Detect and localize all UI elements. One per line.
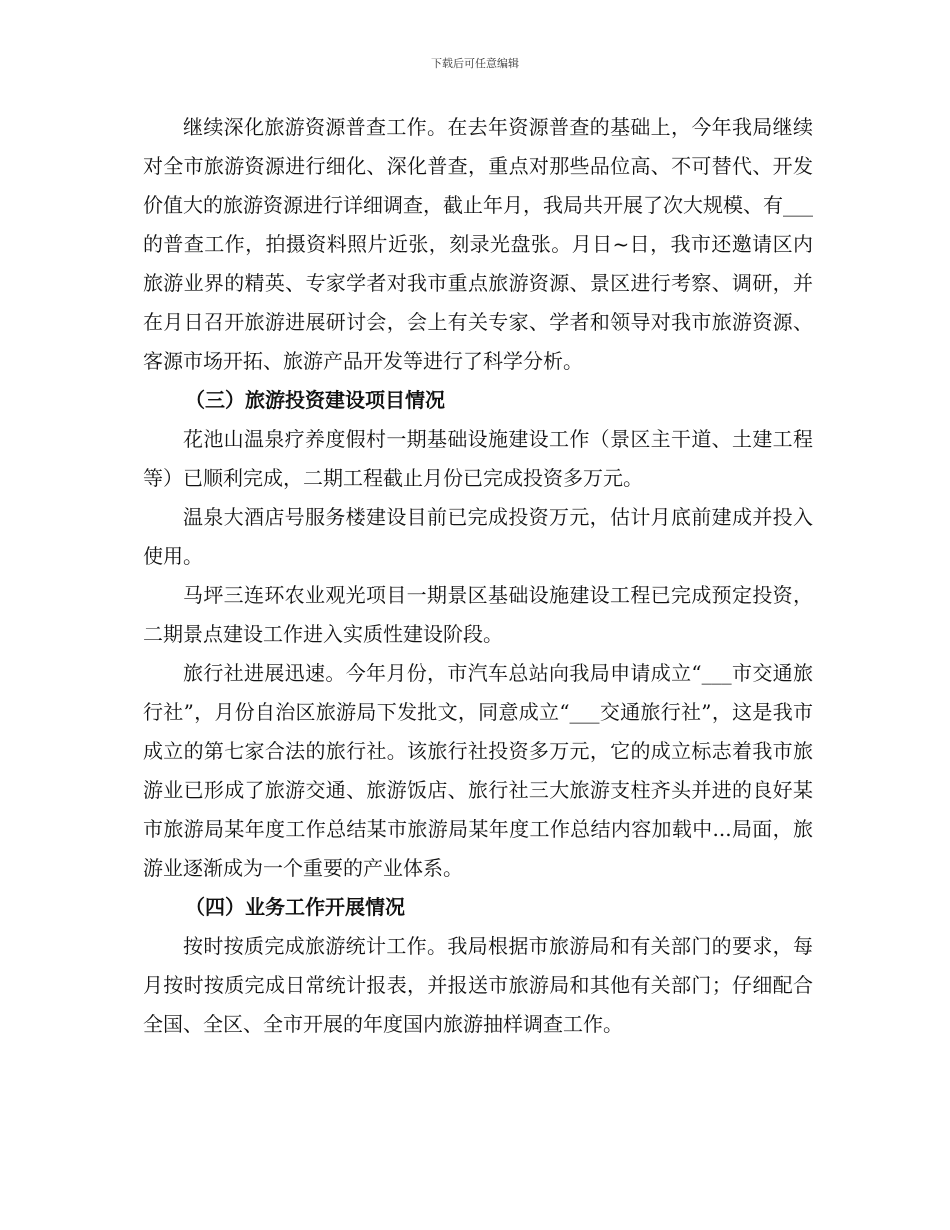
paragraph-tourism-statistics: 按时按质完成旅游统计工作。我局根据市旅游局和有关部门的要求，每月按时按质完成日常统计报表，并报送市旅游局和其他有关部门；仔细配合全国、全区、全市开展的年度国内旅游抽样调查工作。 — [143, 934, 813, 1036]
section-heading-business-work: （四）业务工作开展情况 — [185, 895, 405, 919]
paragraph-resource-survey: 继续深化旅游资源普查工作。在去年资源普查的基础上，今年我局继续对全市旅游资源进行细化、深化普查，重点对那些品位高、不可替代、开发价值大的旅游资源进行详细调查，截止年月，我局共开展了次大规模、有___的普查工作，拍摄资料照片近张，刻录光盘张。月日~日，我市还邀请区内旅游业界的精英、专家学者对我市重点旅游资源、景区进行考察、调研，并在月日召开旅游进展研讨会，会上有关专家、学者和领导对我市旅游资源、客源市场开拓、旅游产品开发等进行了科学分析。 — [143, 115, 813, 373]
paragraph-travel-agency: 旅行社进展迅速。今年月份，市汽车总站向我局申请成立“___市交通旅行社”，月份自治区旅游局下发批文，同意成立“___交通旅行社”，这是我市成立的第七家合法的旅行社。该旅行社投资多万元，它的成立标志着我市旅游业已形成了旅游交通、旅游饭店、旅行社三大旅游支柱齐头并进的良好某市旅游局某年度工作总结某市旅游局某年度工作总结内容加载中...局面，旅游业逐渐成为一个重要的产业体系。 — [143, 661, 813, 880]
paragraph-huachishan-resort: 花池山温泉疗养度假村一期基础设施建设工作（景区主干道、土建工程等）已顺利完成，二期工程截止月份已完成投资多万元。 — [143, 427, 813, 490]
header-note: 下载后可任意编辑 — [431, 57, 519, 70]
section-heading-investment-projects: （三）旅游投资建设项目情况 — [185, 388, 445, 412]
paragraph-maping-agri-project: 马坪三连环农业观光项目一期景区基础设施建设工程已完成预定投资，二期景点建设工作进入实质性建设阶段。 — [143, 583, 813, 646]
document-body — [143, 108, 813, 1044]
paragraph-hot-spring-hotel: 温泉大酒店号服务楼建设目前已完成投资万元，估计月底前建成并投入使用。 — [143, 505, 813, 568]
